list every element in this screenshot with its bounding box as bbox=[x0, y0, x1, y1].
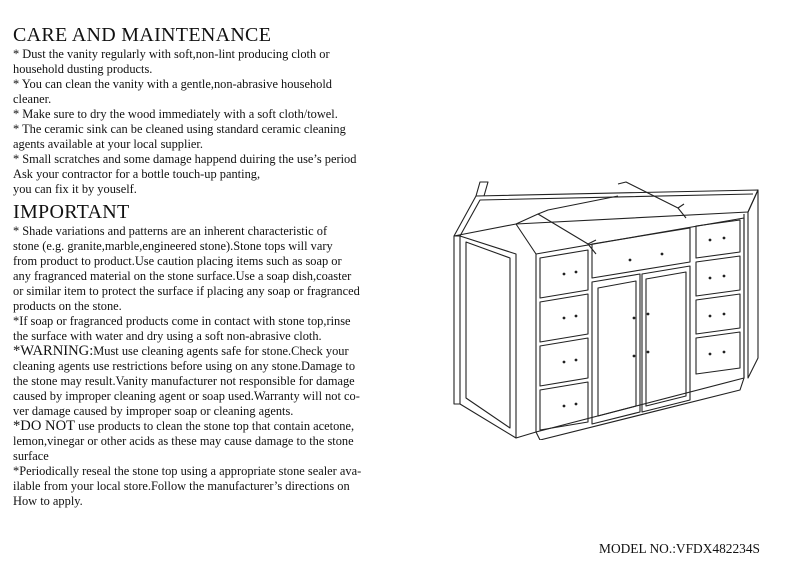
care-line: agents available at your local supplier. bbox=[13, 137, 203, 151]
important-line: from product to product.Use caution placing items such as soap or bbox=[13, 254, 342, 268]
text-column bbox=[13, 24, 398, 509]
care-line: * Dust the vanity regularly with soft,non-lint producing cloth or bbox=[13, 47, 330, 61]
donot-line: *Periodically reseal the stone top using a appropriate stone sealer ava- bbox=[13, 464, 362, 478]
warning-line: cleaning agents use restrictions before using on any stone.Damage to bbox=[13, 359, 356, 373]
warning-line: ver damage caused by improper soap or cleaning agents. bbox=[13, 404, 294, 418]
donot-line bbox=[13, 419, 398, 434]
vanity-cabinet-illustration bbox=[440, 178, 785, 440]
warning-label: *WARNING: bbox=[13, 343, 94, 359]
care-line: * Small scratches and some damage happend duiring the use’s period bbox=[13, 152, 357, 166]
care-line: cleaner. bbox=[13, 92, 52, 106]
care-heading: CARE AND MAINTENANCE bbox=[13, 24, 272, 46]
care-line: Ask your contractor for a bottle touch-up panting, bbox=[13, 167, 261, 181]
donot-line: How to apply. bbox=[13, 494, 83, 508]
important-line: any fragranced material on the stone surface.Use a soap dish,coaster bbox=[13, 269, 352, 283]
care-line: * Make sure to dry the wood immediately with a soft cloth/towel. bbox=[13, 107, 338, 121]
important-line: * Shade variations and patterns are an inherent characteristic of bbox=[13, 224, 328, 238]
warning-line: the stone may result.Vanity manufacturer not responsible for damage bbox=[13, 374, 355, 388]
care-line: household dusting products. bbox=[13, 62, 153, 76]
care-line: * The ceramic sink can be cleaned using standard ceramic cleaning bbox=[13, 122, 346, 136]
donot-line: surface bbox=[13, 449, 49, 463]
care-line: * You can clean the vanity with a gentle,non-abrasive household bbox=[13, 77, 332, 91]
care-line: you can fix it by youself. bbox=[13, 182, 137, 196]
warning-line bbox=[13, 344, 398, 359]
important-line: stone (e.g. granite,marble,engineered stone).Stone tops will vary bbox=[13, 239, 333, 253]
donot-label: *DO NOT bbox=[13, 418, 76, 434]
warning-line: caused by improper cleaning agent or soap used.Warranty will not co- bbox=[13, 389, 360, 403]
model-number: MODEL NO.:VFDX482234S bbox=[599, 541, 760, 556]
donot-line: lemon,vinegar or other acids as these may cause damage to the stone bbox=[13, 434, 354, 448]
important-heading: IMPORTANT bbox=[13, 201, 130, 223]
donot-line: ilable from your local store.Follow the manufacturer’s directions on bbox=[13, 479, 350, 493]
important-line: *If soap or fragranced products come in contact with stone top,rinse bbox=[13, 314, 351, 328]
important-line: products on the stone. bbox=[13, 299, 122, 313]
important-line: or similar item to protect the surface if placing any soap or fragranced bbox=[13, 284, 360, 298]
important-line: the surface with water and dry using a soft non-abrasive cloth. bbox=[13, 329, 322, 343]
warning-text: Must use cleaning agents safe for stone.Check your bbox=[93, 344, 349, 358]
donot-text: use products to clean the stone top that contain acetone, bbox=[75, 419, 355, 433]
